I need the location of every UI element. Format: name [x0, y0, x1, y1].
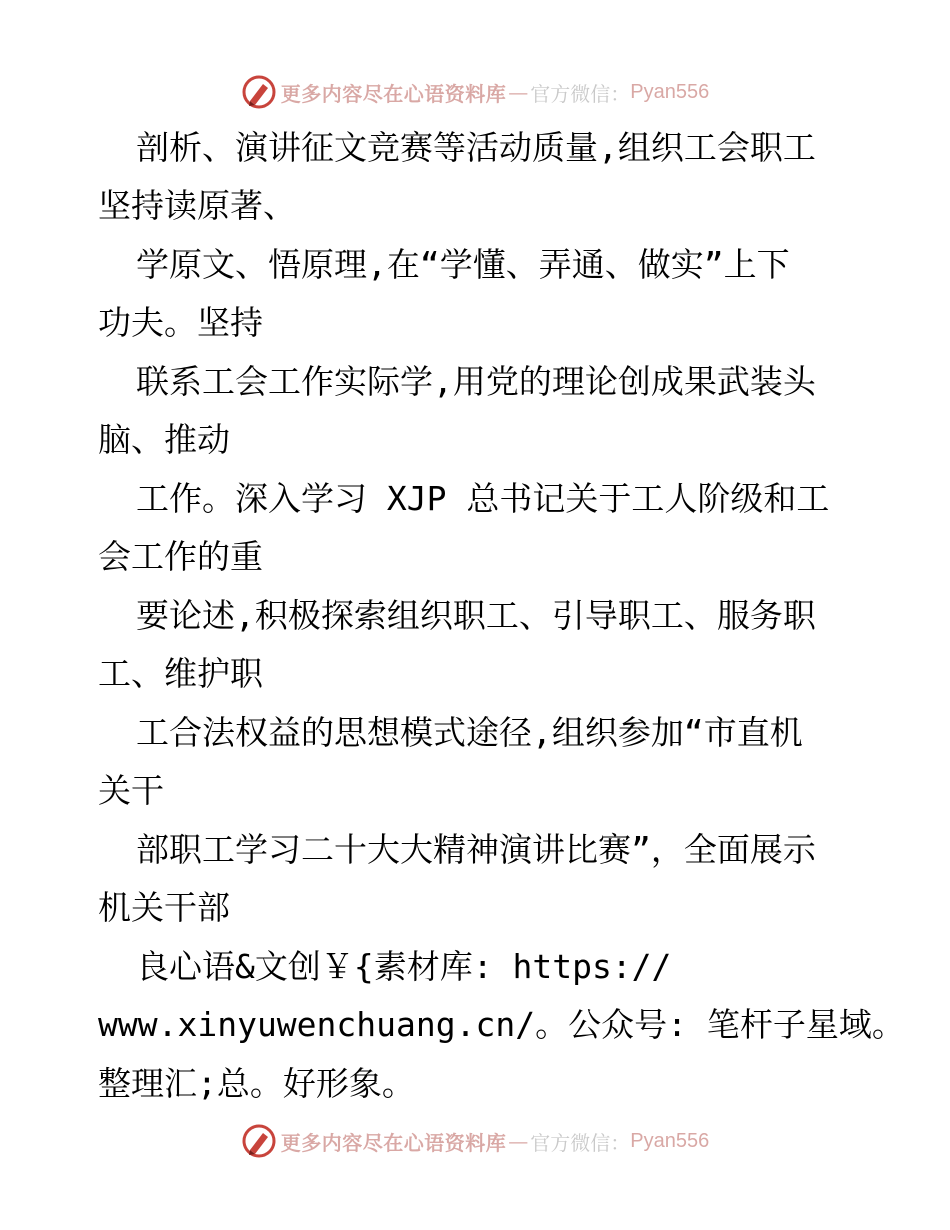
- body-line: 剖析、演讲征文竞赛等活动质量,组织工会职工: [136, 128, 816, 167]
- watermark-separator: —: [508, 80, 529, 104]
- watermark-handle: Pyan556: [630, 1129, 710, 1152]
- watermark-separator: —: [508, 1129, 529, 1153]
- footer-watermark: [0, 1121, 950, 1161]
- body-line: 要论述,积极探索组织职工、引导职工、服务职: [136, 596, 816, 635]
- body-line: 脑、推动: [98, 420, 230, 459]
- body-line: 工作。深入学习 XJP 总书记关于工人阶级和工: [136, 479, 830, 518]
- watermark-label: 官方微信：: [530, 1130, 631, 1155]
- body-line: 工合法权益的思想模式途径,组织参加“市直机: [136, 713, 803, 752]
- body-line: 联系工会工作实际学,用党的理论创成果武装头: [136, 362, 816, 401]
- body-line: 部职工学习二十大大精神演讲比赛”，全面展示: [136, 830, 816, 869]
- watermark-text: 更多内容尽在心语资料库: [280, 81, 507, 106]
- body-line: 关干: [98, 771, 164, 810]
- body-line: 工、维护职: [98, 654, 263, 693]
- body-line: 机关干部: [98, 888, 230, 927]
- watermark-label: 官方微信：: [530, 81, 631, 106]
- body-line: 坚持读原著、: [98, 186, 296, 225]
- body-line: 学原文、悟原理,在“学懂、弄通、做实”上下: [136, 245, 790, 284]
- pen-logo-icon: [241, 1123, 277, 1159]
- body-line: www.xinyuwenchuang.cn/。公众号: 笔杆子星域。: [98, 1005, 905, 1044]
- body-line: 会工作的重: [98, 537, 263, 576]
- body-line: 功夫。坚持: [98, 303, 263, 342]
- watermark-handle: Pyan556: [630, 80, 710, 103]
- body-line: 良心语&文创￥{素材库: https://: [136, 947, 672, 986]
- body-line: 整理汇;总。好形象。: [98, 1064, 415, 1103]
- watermark-text: 更多内容尽在心语资料库: [280, 1130, 507, 1155]
